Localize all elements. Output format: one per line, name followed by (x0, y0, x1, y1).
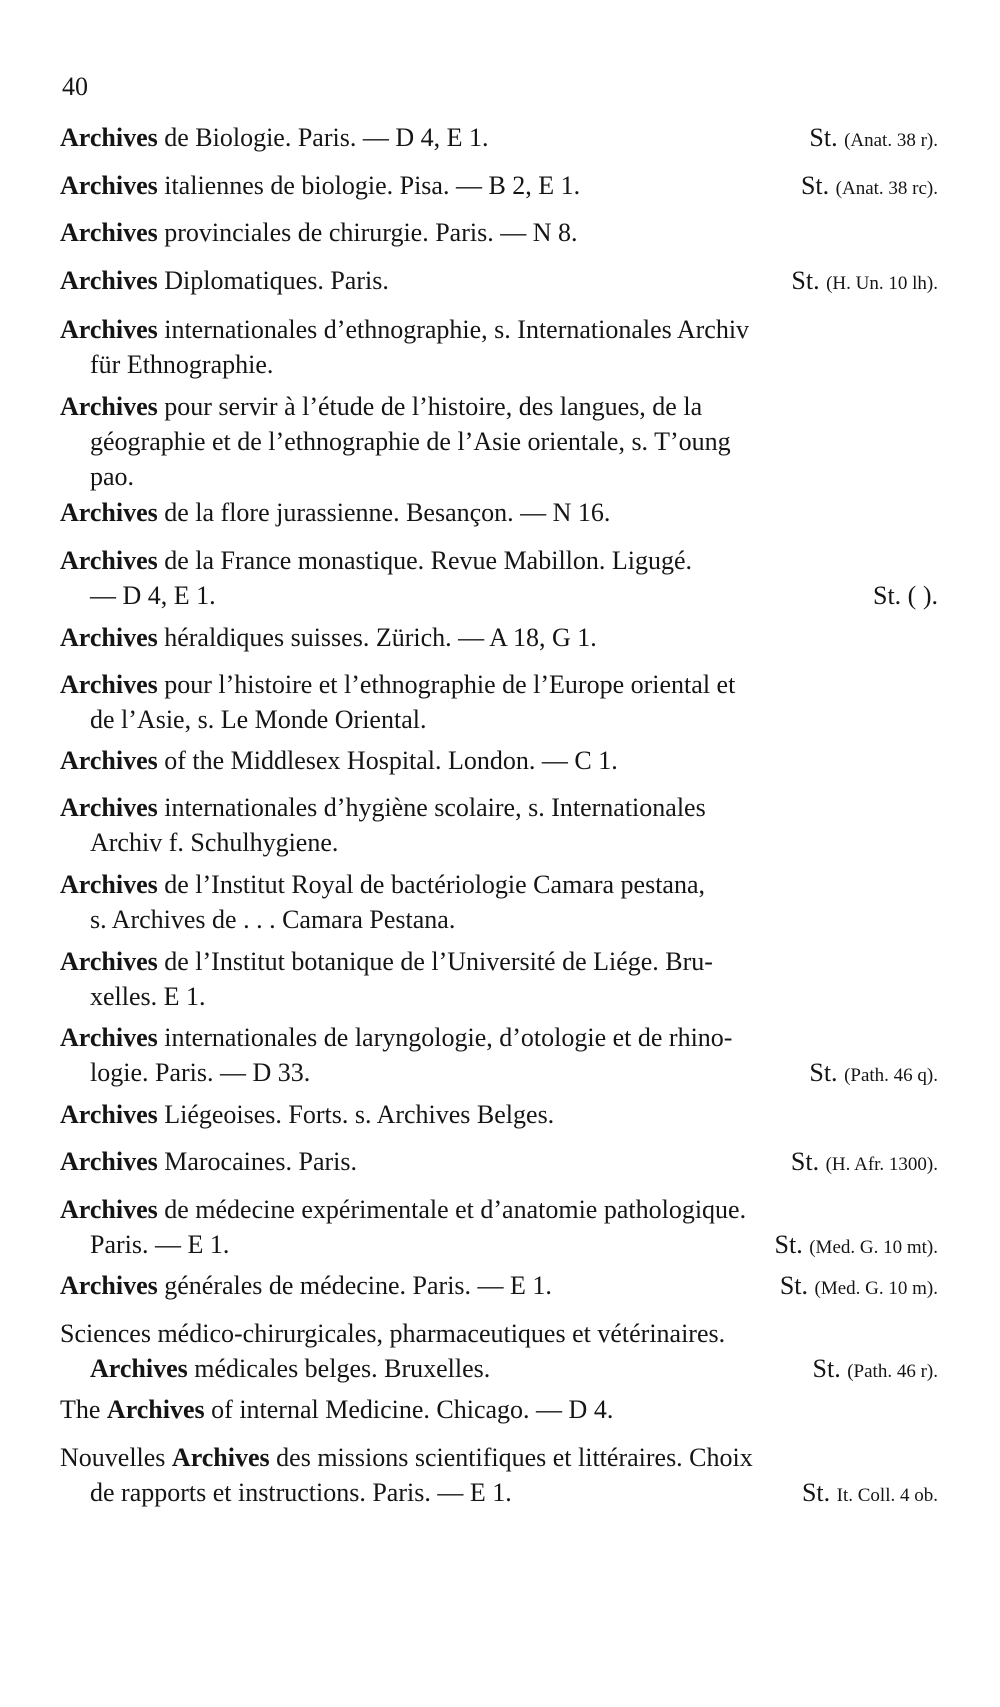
shelf-signature: (H. Afr. 1300). (825, 1154, 938, 1175)
entry-line (60, 1440, 938, 1475)
shelfmark (873, 578, 938, 613)
entry-keyword: Archives (60, 392, 158, 421)
shelfmark (813, 1351, 938, 1389)
entry-line (60, 120, 938, 155)
entry-keyword: Archives (60, 870, 158, 899)
entry (60, 620, 938, 655)
entry-line (60, 1475, 938, 1510)
entry-line (60, 263, 938, 298)
entry-line: Archiv f. Schulhygiene. (90, 828, 339, 857)
shelfmark (809, 120, 938, 158)
shelf-signature: ( ). (907, 581, 938, 610)
entry-text: de Biologie. Paris. — D 4, E 1. (164, 123, 489, 152)
shelfmark (775, 1227, 938, 1265)
entry-text: internationales d’ethnographie, s. Internationales Archiv (164, 315, 750, 344)
entry-line: Sciences médico-chirurgicales, pharmaceutiques et vétérinaires. (60, 1319, 726, 1348)
entry-line (60, 667, 938, 702)
entry-keyword: Archives (60, 218, 158, 247)
entry-line (60, 1392, 938, 1427)
entry (60, 867, 938, 937)
entry-line (60, 1227, 938, 1262)
shelfmark (801, 168, 938, 206)
entry (60, 1316, 938, 1386)
entry-keyword: Archives (60, 498, 158, 527)
entry-keyword: Archives (60, 947, 158, 976)
entry (60, 1144, 938, 1179)
entry-line: géographie et de l’ethnographie de l’Asie orientale, s. T’oung (90, 427, 731, 456)
shelfmark (791, 263, 938, 301)
entry-text: générales de médecine. Paris. — E 1. (164, 1271, 552, 1300)
entry-line (60, 543, 938, 578)
entry-line (60, 1144, 938, 1179)
page-number: 40 (62, 72, 88, 101)
entry-text: — D 4, E 1. (90, 581, 216, 610)
entry-keyword: Archives (60, 746, 158, 775)
entry-text: Liégeoises. Forts. s. Archives Belges. (164, 1100, 555, 1129)
entry-line: de l’Asie, s. Le Monde Oriental. (90, 705, 427, 734)
entry-line (60, 1020, 938, 1055)
entry-line (60, 1268, 938, 1303)
entry-text: pour l’histoire et l’ethnographie de l’Europe oriental et (164, 670, 736, 699)
entry-text: des missions scientifiques et littéraires. Choix (276, 1443, 753, 1472)
entry-line (60, 944, 938, 979)
shelf-signature: (Path. 46 q). (844, 1065, 938, 1086)
entry (60, 543, 938, 613)
entry-text: médicales belges. Bruxelles. (194, 1354, 491, 1383)
entry-line (60, 215, 938, 250)
entry (60, 944, 938, 1014)
entry (60, 1440, 938, 1510)
shelfmark (791, 1144, 938, 1182)
entry (60, 1268, 938, 1303)
entry (60, 1192, 938, 1262)
entry-text: Paris. — E 1. (90, 1230, 230, 1259)
entry (60, 389, 938, 494)
entry-text: Marocaines. Paris. (164, 1147, 358, 1176)
shelf-prefix: St. (809, 123, 838, 152)
entry (60, 495, 938, 530)
entry-text: de l’Institut Royal de bactériologie Camara pestana, (164, 870, 705, 899)
entry-line: xelles. E 1. (90, 982, 206, 1011)
shelf-prefix: St. (812, 1354, 841, 1383)
entry-keyword: Archives (60, 1023, 158, 1052)
entry-text: pour servir à l’étude de l’histoire, des langues, de la (164, 392, 703, 421)
entry-keyword: Archives (60, 793, 158, 822)
entry-line: s. Archives de . . . Camara Pestana. (90, 905, 456, 934)
entry-text: logie. Paris. — D 33. (90, 1058, 311, 1087)
entry-line (60, 620, 938, 655)
entry-line (60, 1351, 938, 1386)
entry-text: héraldiques suisses. Zürich. — A 18, G 1. (164, 623, 597, 652)
shelf-signature: (Path. 46 r). (847, 1361, 938, 1382)
entry-line (60, 312, 938, 347)
shelf-prefix: St. (801, 1478, 831, 1507)
entry-line (60, 867, 938, 902)
shelf-prefix: St. (791, 266, 820, 295)
shelf-signature: (Med. G. 10 mt). (809, 1237, 938, 1258)
entry-text: de l’Institut botanique de l’Université de Liége. Bru- (164, 947, 713, 976)
shelfmark (809, 1055, 938, 1093)
entry (60, 667, 938, 737)
entry (60, 215, 938, 250)
entry-keyword: Archives (60, 623, 158, 652)
entry-line (60, 389, 938, 424)
entry-keyword: Archives (60, 315, 158, 344)
shelf-signature: It. Coll. 4 ob. (836, 1485, 938, 1506)
entry-text: de rapports et instructions. Paris. — E 1. (90, 1478, 512, 1507)
entry-line (60, 1097, 938, 1132)
entry-keyword: Archives (60, 171, 158, 200)
entry (60, 168, 938, 203)
entry-line (60, 743, 938, 778)
entry (60, 1097, 938, 1132)
entry-line (60, 168, 938, 203)
entry-keyword: Archives (60, 266, 158, 295)
entry-keyword: Archives (60, 546, 158, 575)
shelf-prefix: St. (809, 1058, 838, 1087)
entry-keyword: Archives (60, 1195, 158, 1224)
entry-keyword: Archives (60, 670, 158, 699)
entry-keyword: Archives (106, 1395, 205, 1424)
entry (60, 120, 938, 155)
entry-text: de médecine expérimentale et d’anatomie pathologique. (164, 1195, 747, 1224)
entry (60, 790, 938, 860)
entry-line (60, 790, 938, 825)
shelf-prefix: St. (790, 1147, 820, 1176)
entry-text: internationales d’hygiène scolaire, s. Internationales (164, 793, 706, 822)
entry-text: of internal Medicine. Chicago. — D 4. (211, 1395, 614, 1424)
entry-keyword: Archives (60, 1100, 158, 1129)
shelf-prefix: St. (872, 581, 902, 610)
shelf-prefix: St. (779, 1271, 809, 1300)
entry-line (60, 1055, 938, 1090)
entry-line: für Ethnographie. (90, 350, 274, 379)
entry (60, 263, 938, 298)
shelf-signature: (Anat. 38 r). (844, 130, 938, 151)
entry-text: italiennes de biologie. Pisa. — B 2, E 1. (164, 171, 581, 200)
entry-prefix: The (60, 1395, 101, 1424)
shelf-signature: (Med. G. 10 m). (814, 1278, 938, 1299)
entry-keyword: Archives (60, 1271, 158, 1300)
entry (60, 1392, 938, 1427)
entry (60, 1020, 938, 1090)
shelf-prefix: St. (800, 171, 830, 200)
entry-text: de la France monastique. Revue Mabillon. Ligugé. (164, 546, 693, 575)
shelfmark (802, 1475, 938, 1513)
entry-line: pao. (90, 462, 135, 491)
entry-keyword: Archives (90, 1354, 188, 1383)
entry-text: provinciales de chirurgie. Paris. — N 8. (164, 218, 578, 247)
shelf-signature: (Anat. 38 rc). (835, 178, 938, 199)
entry-text: Diplomatiques. Paris. (164, 266, 389, 295)
entry-keyword: Archives (60, 1147, 158, 1176)
entry-keyword: Archives (60, 123, 158, 152)
shelfmark (780, 1268, 938, 1306)
entry-text: internationales de laryngologie, d’otologie et de rhino- (164, 1023, 733, 1052)
entry-prefix: Nouvelles (60, 1443, 166, 1472)
entry-line (60, 495, 938, 530)
entry (60, 743, 938, 778)
entry-keyword: Archives (171, 1443, 270, 1472)
entry (60, 312, 938, 382)
shelf-prefix: St. (774, 1230, 803, 1259)
entry-text: of the Middlesex Hospital. London. — C 1. (164, 746, 618, 775)
entry-line (60, 578, 938, 613)
entry-text: de la flore jurassienne. Besançon. — N 16. (164, 498, 611, 527)
entry-line (60, 1192, 938, 1227)
shelf-signature: (H. Un. 10 lh). (826, 273, 938, 294)
